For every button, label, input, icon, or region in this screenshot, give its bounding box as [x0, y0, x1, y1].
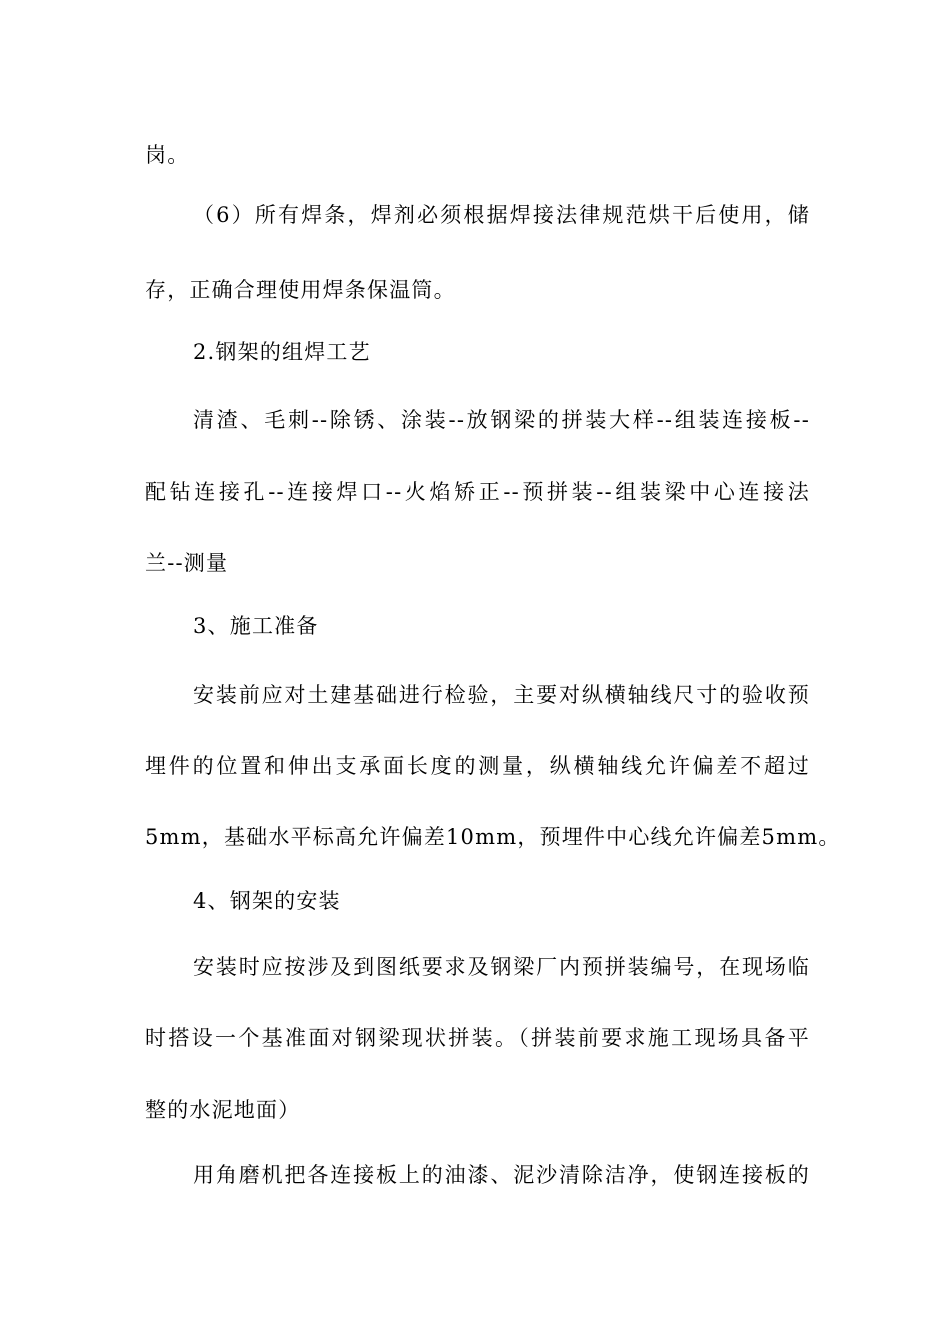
text-line: 5mm，基础水平标高允许偏差10mm，预埋件中心线允许偏差5mm。: [145, 825, 841, 849]
text-line: 时搭设一个基准面对钢梁现状拼装。（拼装前要求施工现场具备平: [145, 1026, 810, 1050]
text-line: 整的水泥地面）: [145, 1098, 301, 1122]
text-line: 用角磨机把各连接板上的油漆、泥沙清除洁净，使钢连接板的: [193, 1163, 810, 1187]
text-line: 配钻连接孔--连接焊口--火焰矫正--预拼装--组装梁中心连接法: [145, 480, 810, 504]
text-line: 安装前应对土建基础进行检验，主要对纵横轴线尺寸的验收预: [193, 683, 810, 707]
text-line: 清渣、毛刺--除锈、涂装--放钢梁的拼装大样--组装连接板--: [193, 408, 810, 432]
text-line: 兰--测量: [145, 551, 229, 575]
text-line: 安装时应按涉及到图纸要求及钢梁厂内预拼装编号，在现场临: [193, 955, 810, 979]
text-line: 岗。: [145, 143, 190, 167]
section-heading: 3、施工准备: [193, 614, 319, 638]
text-line: 埋件的位置和伸出支承面长度的测量，纵横轴线允许偏差不超过: [145, 754, 810, 778]
text-line: （6）所有焊条，焊剂必须根据焊接法律规范烘干后使用，储: [193, 203, 810, 227]
section-heading: 4、钢架的安装: [193, 889, 341, 913]
text-line: 存，正确合理使用焊条保温筒。: [145, 278, 456, 302]
section-heading: 2.钢架的组焊工艺: [193, 340, 371, 364]
